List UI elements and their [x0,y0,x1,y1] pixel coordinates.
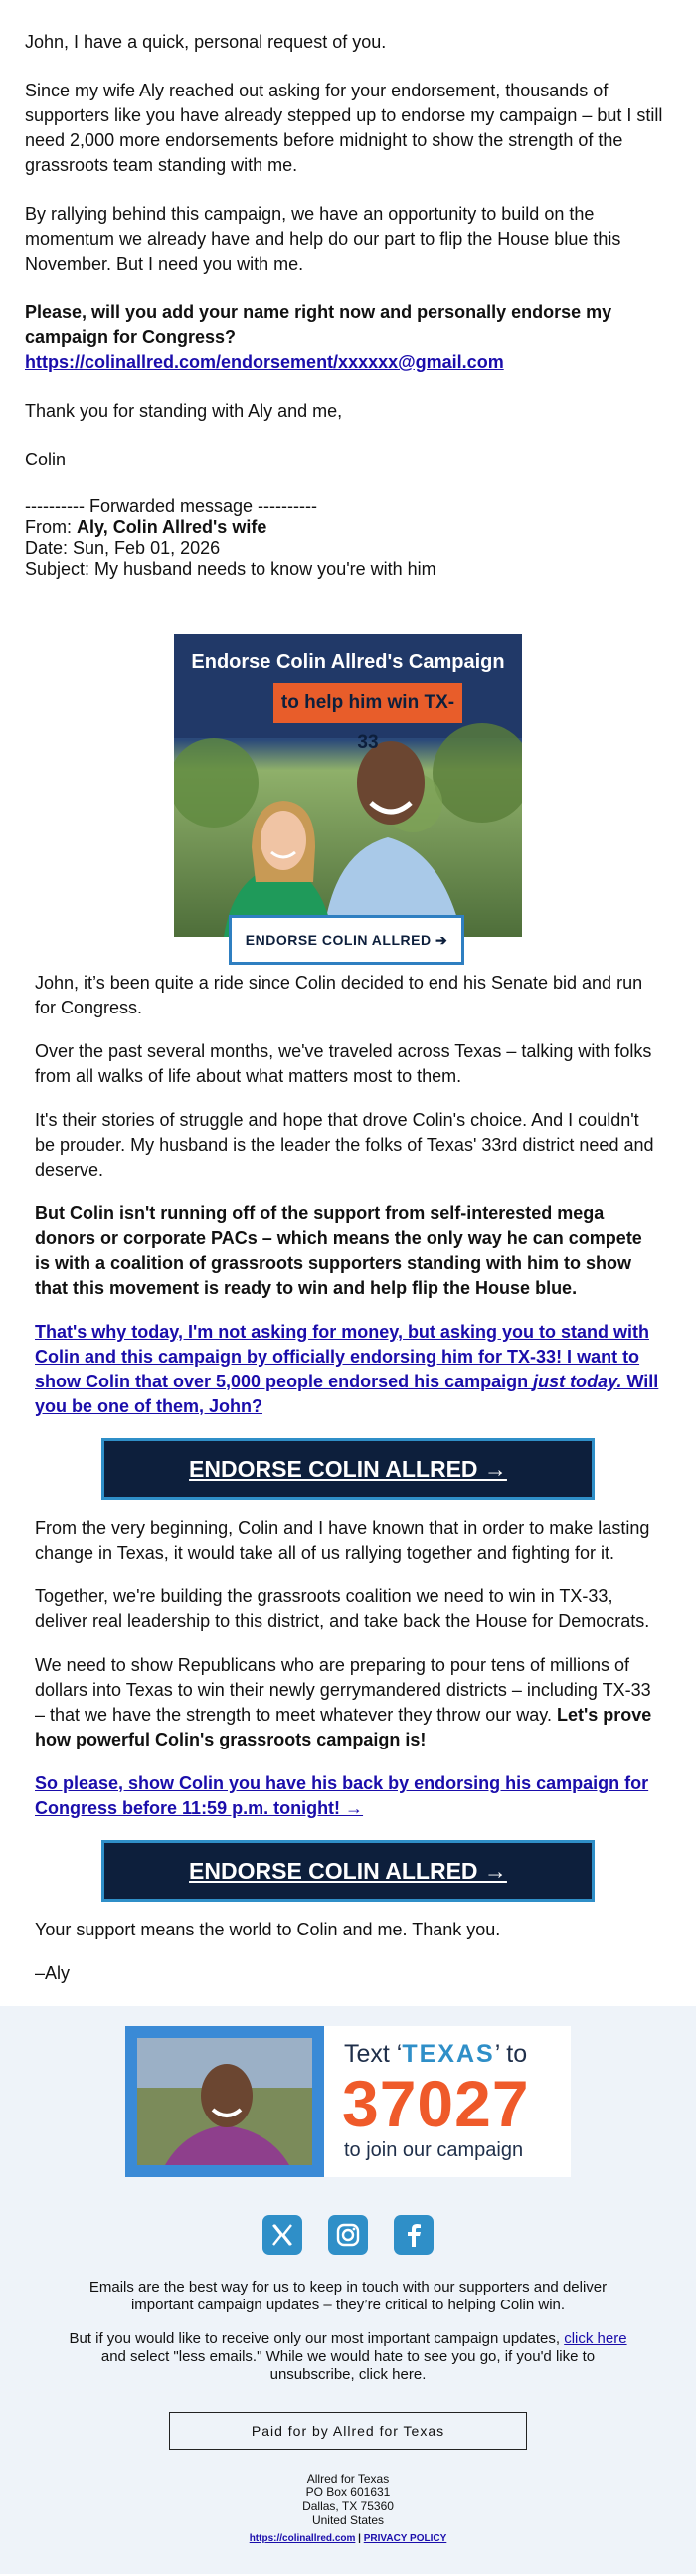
thanks-line: Thank you for standing with Aly and me, [25,401,343,421]
intro-paragraph-1: Since my wife Aly reached out asking for your endorsement, thousands of supporters like you have already stepped up to endorse my campaign – but I still need 2,000 more endorsements before midnight to show the strength of the grassroots team standing with me. [25,81,663,175]
sms-instruction [344,2040,527,2069]
address-line-1: Allred for Texas [306,2472,390,2485]
intro-section [0,0,696,580]
less-emails-link[interactable]: click here [564,2330,627,2347]
website-link[interactable]: https://colinallred.com [249,2533,356,2544]
paid-for-disclaimer: Paid for by Allred for Texas [169,2412,527,2450]
footer-paragraph-2 [60,2330,636,2384]
letter-section [0,971,696,1986]
from-label: From: [25,517,72,537]
endorse-text-link-part-1: That's why today, I'm not asking for money, but asking you to stand with Colin and this campaign by officially endorsing him for TX-33! I want to show Colin that over 5,000 people endorsed his campaign [35,1322,649,1391]
footer [0,2006,696,2574]
x-icon[interactable] [262,2215,302,2255]
sms-keyword: TEXAS [402,2040,495,2068]
forwarded-divider: ---------- Forwarded message ---------- [25,496,317,516]
letter-paragraph-3: It's their stories of struggle and hope that drove Colin's choice. And I couldn't be prouder. My husband is the leader the folks of Texas' 33rd district need and deserve. [35,1110,654,1180]
letter-paragraph-2: Over the past several months, we've traveled across Texas – talking with folks from all walks of life about what matters most to them. [35,1041,652,1086]
signoff: Colin [25,450,67,469]
social-links [0,2215,696,2257]
letter-signature: –Aly [35,1963,71,1983]
endorse-text-link-emphasis: just today. [533,1372,622,1391]
deadline-link[interactable]: So please, show Colin you have his back by endorsing his campaign for Congress before 11:59 p.m. tonight! → [35,1773,649,1818]
sms-tagline: to join our campaign [344,2139,524,2161]
footer-paragraph-2-text: But if you would like to receive only our most important campaign updates, [69,2330,565,2347]
letter-paragraph-7: Together, we're building the grassroots coalition we need to win in TX-33, deliver real leadership to this district, and take back the House for Democrats. [35,1586,650,1631]
privacy-policy-link[interactable]: PRIVACY POLICY [363,2533,447,2544]
endorse-ask [25,300,671,375]
endorse-button-2[interactable]: ENDORSE COLIN ALLRED → [101,1840,595,1902]
endorse-text-link-part-3: Will you be one of them, John? [35,1372,659,1416]
footer-paragraph-1: Emails are the best way for us to keep in touch with our supporters and deliver important campaign updates – they’re critical to helping Colin win. [88,2279,608,2313]
hero-photo-illustration [174,634,522,937]
intro-paragraph-2: By rallying behind this campaign, we have an opportunity to build on the momentum we already have and help do our part to flip the House blue this November. But I need you with me. [25,204,621,274]
hero-subtitle: to help him win TX-33 [273,683,462,723]
letter-paragraph-10: Your support means the world to Colin and me. Thank you. [35,1920,501,1939]
instagram-icon[interactable] [328,2215,368,2255]
sms-photo [125,2026,324,2177]
letter-paragraph-8 [35,1653,661,1752]
forwarded-date: Date: Sun, Feb 01, 2026 [25,538,221,558]
letter-paragraph-1: John, it’s been quite a ride since Colin decided to end his Senate bid and run for Congress. [35,973,643,1017]
endorsement-link[interactable]: https://colinallred.com/endorsement/xxxxxx@gmail.com [25,352,504,372]
letter-paragraph-4: But Colin isn't running off of the support from self-interested mega donors or corporate PACs – which means the only way he can compete is with a coalition of grassroots supporters standing with him to show that this movement is ready to win and help flip the House blue. [35,1203,642,1298]
hero-banner[interactable] [174,634,522,967]
endorse-button-1[interactable]: ENDORSE COLIN ALLRED → [101,1438,595,1500]
mailing-address [0,2472,696,2527]
endorse-text-link[interactable] [35,1322,658,1416]
from-value: Aly, Colin Allred's wife [77,517,267,537]
endorse-link-paragraph [35,1320,661,1419]
sms-photo-illustration [125,2026,324,2177]
footer-link-separator: | [355,2533,364,2544]
greeting: John, I have a quick, personal request of you. [25,32,387,52]
letter-paragraph-8-bold: Let's prove how powerful Colin's grassroots campaign is! [35,1705,652,1749]
footer-fine-print [0,2279,696,2384]
sms-banner[interactable] [125,2026,571,2177]
sms-text-post: ’ to [494,2040,528,2068]
forwarded-subject: Subject: My husband needs to know you're with him [25,559,436,579]
address-line-3: Dallas, TX 75360 [302,2499,394,2513]
deadline-link-paragraph [35,1771,661,1821]
address-line-2: PO Box 601631 [305,2485,391,2499]
unsubscribe-text: and select "less emails." While we would hate to see you go, if you'd like to unsubscribe, click here. [100,2348,596,2383]
sms-number: 37027 [342,2067,530,2140]
sms-text-pre: Text ‘ [344,2040,403,2068]
hero-title: Endorse Colin Allred's Campaign [191,651,505,673]
address-line-4: United States [311,2513,385,2527]
letter-paragraph-6: From the very beginning, Colin and I have known that in order to make lasting change in Texas, it would take all of us rallying together and fighting for it. [35,1518,650,1563]
facebook-icon[interactable] [394,2215,434,2255]
forwarded-from [25,517,671,538]
hero-endorse-button[interactable]: ENDORSE COLIN ALLRED ➔ [229,915,464,965]
forwarded-header [25,496,671,580]
letter-paragraph-8-text: We need to show Republicans who are preparing to pour tens of millions of dollars into Texas to win their newly gerrymandered districts – including TX-33 – that we have the strength to meet whatever they throw our way. [35,1655,651,1725]
hero-image[interactable] [174,634,522,937]
footer-links [0,2533,696,2544]
endorse-ask-text: Please, will you add your name right now and personally endorse my campaign for Congress? [25,302,612,347]
